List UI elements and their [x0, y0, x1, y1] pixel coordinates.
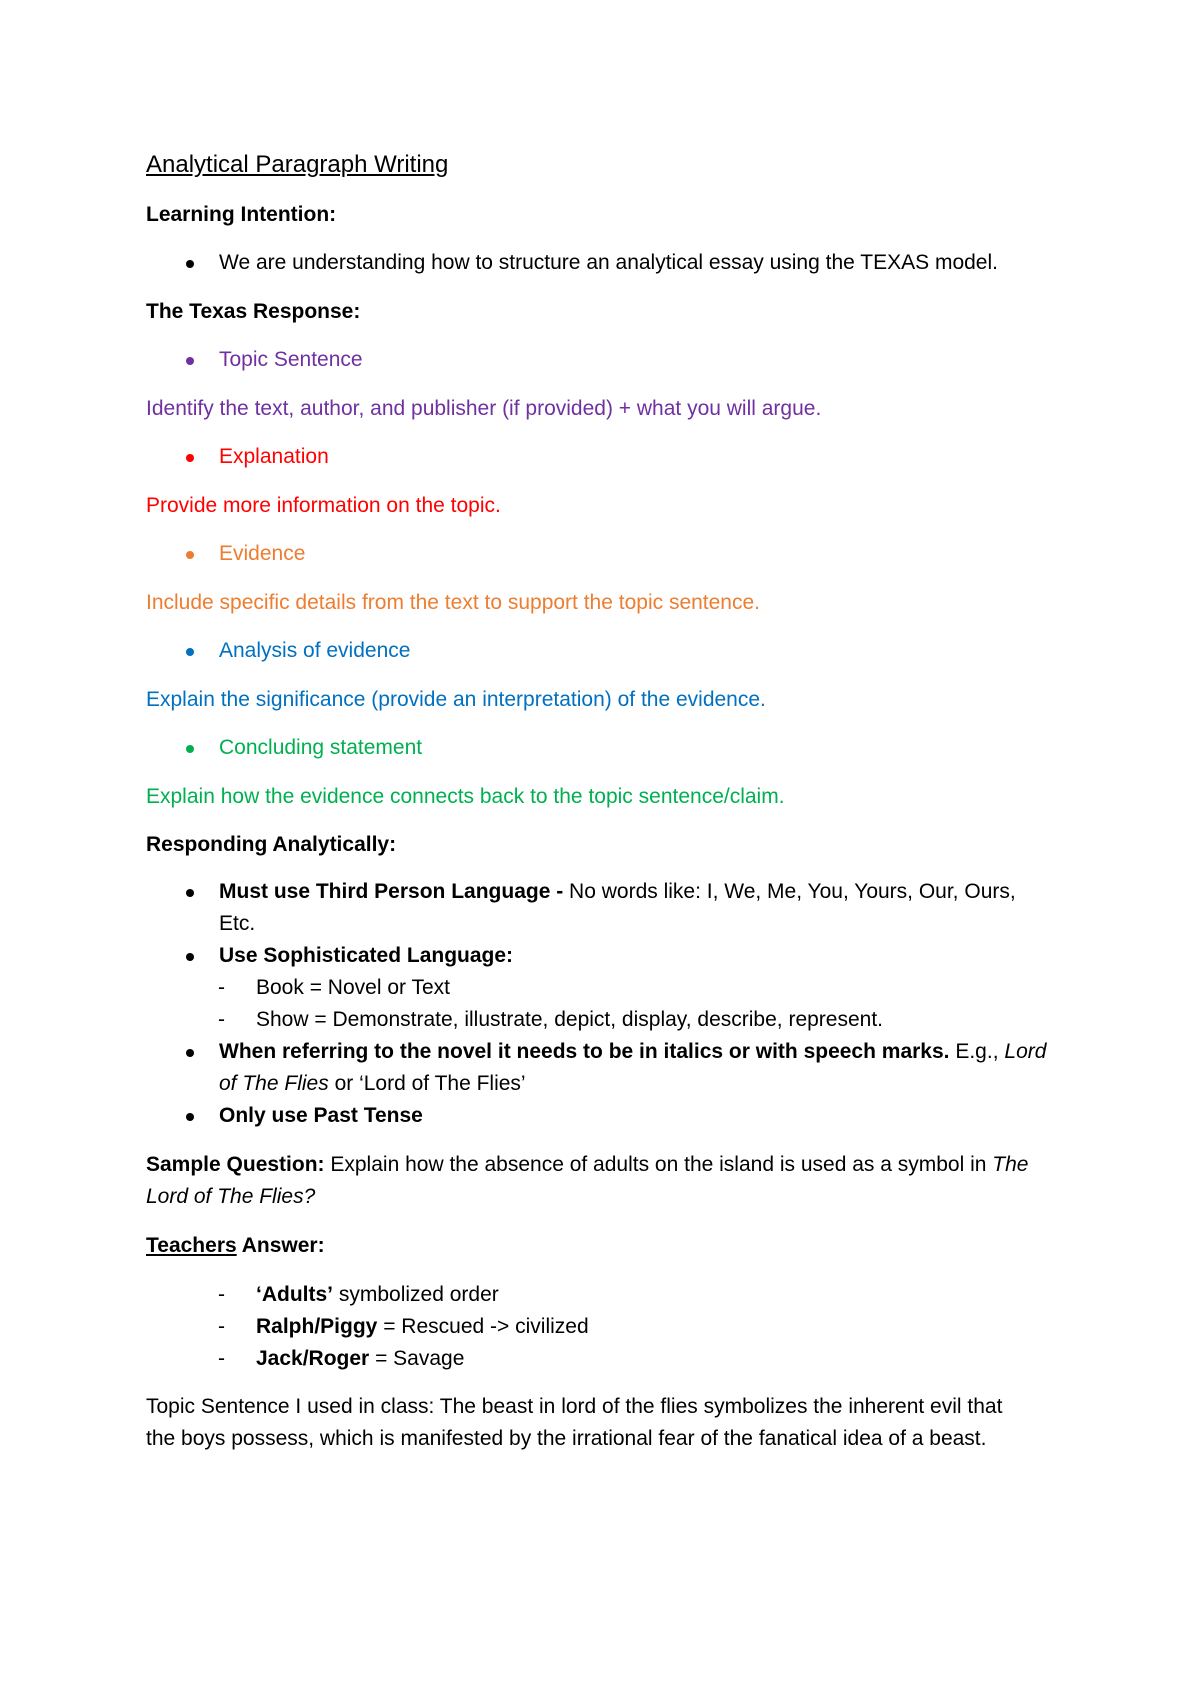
teachers-answer-item [256, 1346, 464, 1372]
teachers-heading-underlined: Teachers [146, 1234, 237, 1257]
responding-heading: Responding Analytically: [146, 833, 397, 856]
teachers-answer-item [256, 1314, 589, 1340]
learning-intention-heading: Learning Intention: [146, 203, 337, 226]
third-person-label: Must use Third Person Language - [219, 880, 564, 903]
texas-item-explanation: Explanation [219, 445, 329, 468]
texas-item-concluding: Concluding statement [219, 736, 423, 759]
dash-icon: - [218, 1347, 225, 1370]
teachers-answer-item [256, 1282, 499, 1308]
texas-item-evidence: Evidence [219, 542, 306, 565]
bullet-icon [186, 454, 194, 462]
sample-question-text: Explain how the absence of adults on the island is used as a symbol in [330, 1153, 987, 1176]
italics-rule: When referring to the novel it needs to be in italics or with speech marks. [219, 1040, 950, 1063]
bullet-icon [186, 260, 194, 268]
dash-icon: - [218, 1315, 225, 1338]
dash-icon: - [218, 1283, 225, 1306]
bullet-icon [186, 953, 194, 961]
teachers-item-key: Jack/Roger [256, 1347, 370, 1370]
italics-continued [219, 1071, 526, 1097]
bullet-icon [186, 745, 194, 753]
sophisticated-language-item: Use Sophisticated Language: [219, 944, 514, 967]
topic-sentence-line-1: Topic Sentence I used in class: The beast in lord of the flies symbolizes the inherent evil that [146, 1395, 1003, 1418]
teachers-item-value: symbolized order [338, 1283, 499, 1306]
dash-icon: - [218, 1008, 225, 1031]
texas-desc-analysis: Explain the significance (provide an interpretation) of the evidence. [146, 688, 766, 711]
bullet-icon [186, 551, 194, 559]
learning-intention-item: We are understanding how to structure an analytical essay using the TEXAS model. [219, 251, 998, 274]
teachers-item-value: = Savage [375, 1347, 465, 1370]
bullet-icon [186, 889, 194, 897]
bullet-icon [186, 1113, 194, 1121]
texas-desc-evidence: Include specific details from the text to support the topic sentence. [146, 591, 761, 614]
texas-item-topic-sentence: Topic Sentence [219, 348, 363, 371]
bullet-icon [186, 1049, 194, 1057]
texas-heading: The Texas Response: [146, 300, 361, 323]
teachers-heading-rest: Answer: [241, 1234, 325, 1257]
italics-item [219, 1039, 1046, 1065]
texas-desc-topic-sentence: Identify the text, author, and publisher (if provided) + what you will argue. [146, 397, 822, 420]
italics-or: or ‘Lord of The Flies’ [334, 1072, 526, 1095]
italics-lord: Lord [1004, 1040, 1047, 1063]
bullet-icon [186, 357, 194, 365]
italics-eg: E.g., [955, 1040, 999, 1063]
teachers-answer-heading [146, 1233, 325, 1259]
texas-desc-explanation: Provide more information on the topic. [146, 494, 501, 517]
page-title: Analytical Paragraph Writing [146, 151, 449, 178]
texas-item-analysis: Analysis of evidence [219, 639, 411, 662]
third-person-continued: Etc. [219, 912, 256, 935]
sample-question-title-a: The [992, 1153, 1029, 1176]
sample-question-label: Sample Question: [146, 1153, 325, 1176]
past-tense-item: Only use Past Tense [219, 1104, 423, 1127]
italics-title: of The Flies [219, 1072, 329, 1095]
sub-item-book: Book = Novel or Text [256, 976, 450, 999]
third-person-item [219, 879, 1016, 905]
sample-question [146, 1152, 1028, 1178]
teachers-item-value: = Rescued -> civilized [383, 1315, 589, 1338]
texas-desc-concluding: Explain how the evidence connects back to the topic sentence/claim. [146, 785, 785, 808]
teachers-item-key: Ralph/Piggy [256, 1315, 378, 1338]
sample-question-title-b: Lord of The Flies? [146, 1185, 316, 1208]
sub-item-show: Show = Demonstrate, illustrate, depict, display, describe, represent. [256, 1008, 883, 1031]
bullet-icon [186, 648, 194, 656]
teachers-item-key: ‘Adults’ [256, 1283, 333, 1306]
dash-icon: - [218, 976, 225, 999]
third-person-text: No words like: I, We, Me, You, Yours, Our, Ours, [569, 880, 1016, 903]
topic-sentence-line-2: the boys possess, which is manifested by the irrational fear of the fanatical idea of a beast. [146, 1427, 987, 1450]
